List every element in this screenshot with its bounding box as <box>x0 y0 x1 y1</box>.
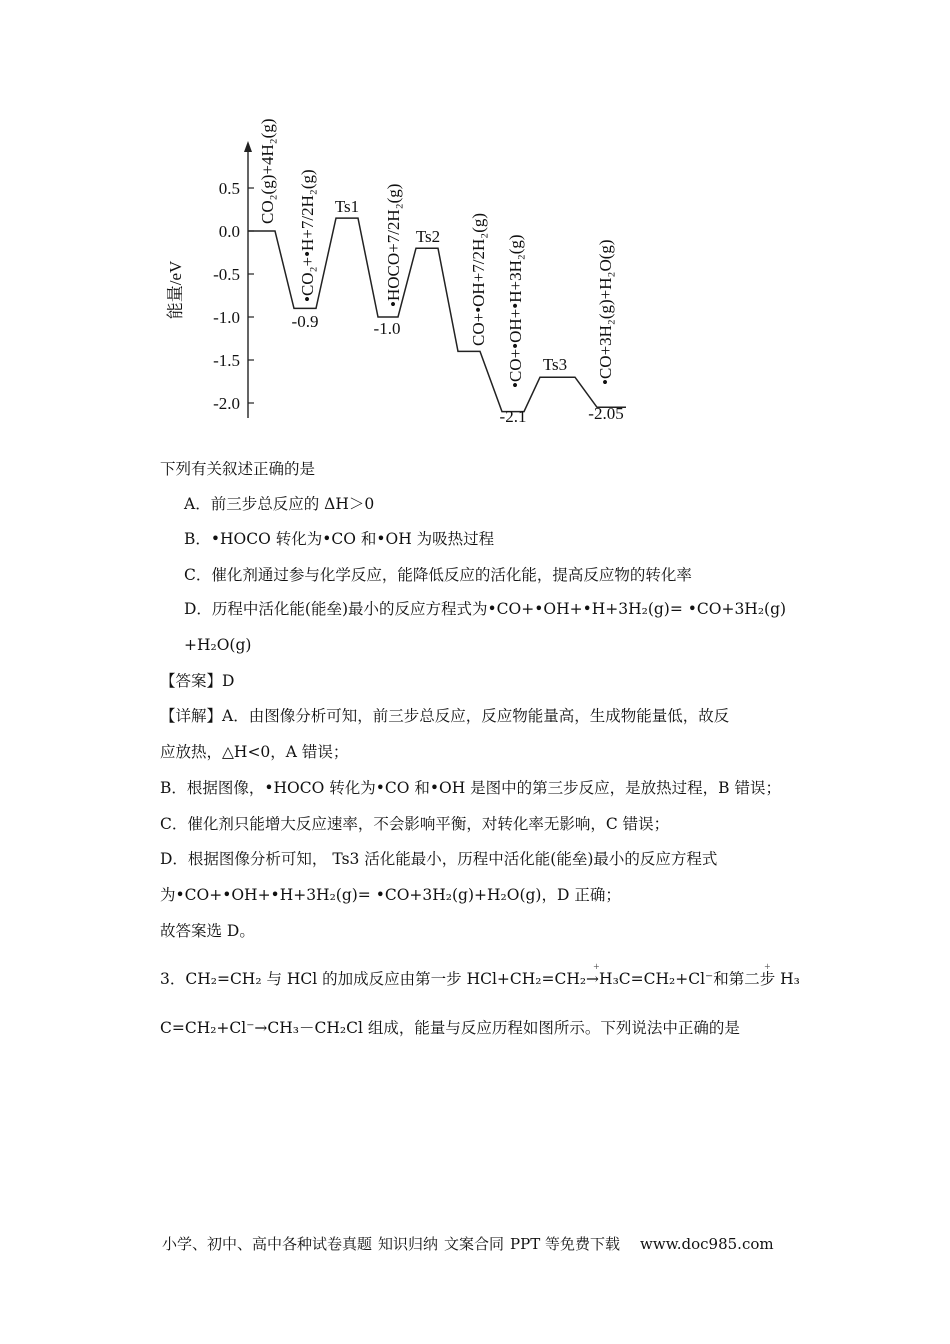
option-b: B．•HOCO 转化为•CO 和•OH 为吸热过程 <box>184 530 495 548</box>
explanation-line-3: B．根据图像，•HOCO 转化为•CO 和•OH 是图中的第三步反应，是放热过程，B 错误； <box>160 779 782 797</box>
energy-value-label: -2.05 <box>588 404 624 423</box>
next-question-line-2: C=CH₂+Cl⁻→CH₃－CH₂Cl 组成，能量与反应历程如图所示。下列说法中正确的是 <box>160 1019 740 1037</box>
explanation-line-7: 故答案选 D。 <box>160 922 255 940</box>
species-label: •CO+3H₂(g)+H₂O(g) <box>596 239 615 385</box>
energy-value-label: -2.1 <box>499 407 527 426</box>
footer-item: PPT 等免费下载 <box>510 1235 621 1253</box>
footer-item: www.doc985.com <box>640 1235 774 1253</box>
species-label: CO₂(g)+4H₂(g) <box>258 118 277 224</box>
answer-label: 【答案】D <box>160 672 235 690</box>
ts-label: Ts2 <box>415 227 441 246</box>
y-axis-arrow <box>244 141 252 152</box>
question-stem: 下列有关叙述正确的是 <box>160 460 316 478</box>
ts-label: Ts3 <box>542 355 568 374</box>
option-d-cont: +H₂O(g) <box>184 636 252 654</box>
y-tick-label: 0.0 <box>218 222 240 241</box>
species-label: •HOCO+7/2H₂(g) <box>384 183 403 307</box>
energy-profile-chart <box>0 0 950 450</box>
y-tick-label: 0.5 <box>218 179 240 198</box>
explanation-line-2: 应放热，△H<0，A 错误； <box>160 743 349 761</box>
species-label: •CO+•OH+•H+3H₂(g) <box>506 234 525 388</box>
y-tick-label: -1.0 <box>213 308 240 327</box>
species-label: •CO₂+•H+7/2H₂(g) <box>298 169 317 302</box>
option-d: D．历程中活化能(能垒)最小的反应方程式为•CO+•OH+•H+3H₂(g)= •CO+3H₂(g) <box>184 600 787 618</box>
footer-item: 文案合同 <box>444 1235 505 1253</box>
y-axis-label: 能量/eV <box>166 260 185 320</box>
explanation-line-5: D．根据图像分析可知， Ts3 活化能最小，历程中活化能(能垒)最小的反应方程式 <box>160 850 718 868</box>
energy-value-label: -1.0 <box>373 319 401 338</box>
y-tick-label: -0.5 <box>213 265 240 284</box>
footer-item: 知识归纳 <box>378 1235 439 1253</box>
cation-plus-mark: + <box>593 962 600 971</box>
explanation-line-1: 【详解】A．由图像分析可知，前三步总反应，反应物能量高，生成物能量低，故反 <box>160 707 730 725</box>
explanation-line-6: 为•CO+•OH+•H+3H₂(g)= •CO+3H₂(g)+H₂O(g)，D 正确； <box>160 886 621 904</box>
next-question-line-1: 3．CH₂=CH₂ 与 HCl 的加成反应由第一步 HCl+CH₂=CH₂→H₃C=CH₂+Cl⁻和第二步 H₃ <box>160 970 800 988</box>
footer <box>162 1233 780 1254</box>
explanation-line-4: C．催化剂只能增大反应速率，不会影响平衡，对转化率无影响，C 错误； <box>160 815 670 833</box>
y-tick-label: -1.5 <box>213 351 240 370</box>
footer-item: 小学、初中、高中各种试卷真题 <box>162 1235 373 1253</box>
ts-label: Ts1 <box>334 197 360 216</box>
option-c: C．催化剂通过参与化学反应，能降低反应的活化能，提高反应物的转化率 <box>184 566 692 584</box>
y-tick-label: -2.0 <box>213 394 240 413</box>
species-label: CO+•OH+7/2H₂(g) <box>469 212 488 346</box>
energy-value-label: -0.9 <box>291 312 319 331</box>
option-a: A．前三步总反应的 ΔH＞0 <box>184 495 375 513</box>
cation-plus-mark: + <box>764 962 771 971</box>
